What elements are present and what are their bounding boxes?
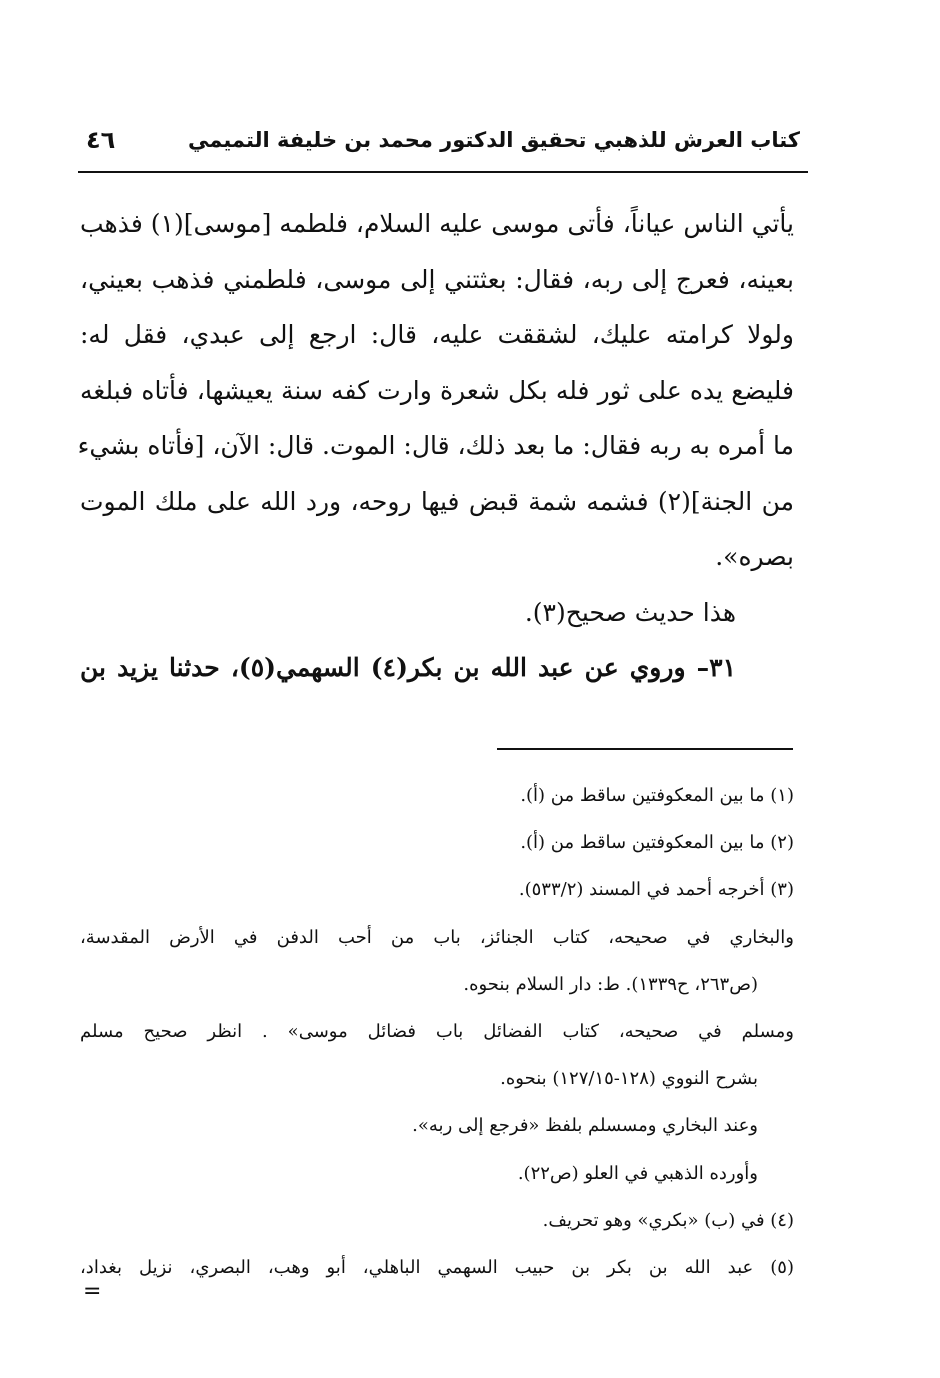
body-line: يأتي الناس عياناً، فأتى موسى عليه السلام، فلطمه [موسى](١) فذهب (80, 209, 794, 238)
footnote-5: (٥) عبد الله بن بكر بن حبيب السهمي الباهلي، أبو وهب، البصري، نزيل بغداد، (80, 1257, 794, 1279)
footnote-3: (٣) أخرجه أحمد في المسند (٥٣٣/٢). (518, 879, 794, 901)
footnote-3-bukhari: والبخاري في صحيحه، كتاب الجنائز، باب من أحب الدفن في الأرض المقدسة، (80, 926, 794, 948)
footnote-3-dhahabi: وأورده الذهبي في العلو (ص٢٢). (517, 1162, 758, 1184)
book-title: كتاب العرش للذهبي تحقيق الدكتور محمد بن خليفة التميمي (188, 128, 800, 152)
body-line: بصره». (715, 542, 794, 571)
footnote-1: (١) ما بين المعكوفتين ساقط من (أ). (520, 785, 794, 806)
body-line: ما أمره به ربه فقال: ما بعد ذلك، قال: الموت. قال: الآن، [فأتاه بشيء (77, 431, 794, 460)
body-line: ولولا كرامته عليك، لشققت عليه، قال: ارجع إلى عبدي، فقل له: (80, 320, 794, 349)
body-line: من الجنة](٢) فشمه شمة قبض فيها روحه، ورد الله على ملك الموت (80, 486, 794, 516)
footnote-3-bukhari-ref: (ص٢٦٣، ح١٣٣٩). ط: دار السلام بنحوه. (463, 973, 758, 995)
footnote-4: (٤) في (ب) «بكري» وهو تحريف. (542, 1209, 794, 1231)
body-line: فليضع يده على ثور فله بكل شعرة وارت كفه سنة يعيشها، فأتاه فبلغه (80, 375, 794, 405)
continuation-mark: = (83, 1279, 102, 1304)
footnotes (80, 772, 794, 1291)
hadith-grading: هذا حديث صحيح(٣). (524, 597, 736, 627)
footnote-3-muslim: ومسلم في صحيحه، كتاب الفضائل باب فضائل موسى» . انظر صحيح مسلم (80, 1021, 794, 1043)
main-text (77, 196, 794, 696)
footnote-3-wording: وعند البخاري ومسسلم بلفظ «فرجع إلى ربه». (412, 1115, 758, 1137)
hadith-31-start: ٣١– وروي عن عبد الله بن بكر(٤) السهمي(٥)، حدثنا يزيد بن (80, 653, 736, 682)
footnote-3-nawawi: بشرح النووي (١٢٨-١٢٧/١٥) بنحوه. (500, 1068, 758, 1090)
page-number: ٤٦ (86, 126, 116, 154)
header-rule (78, 171, 808, 173)
running-header (78, 126, 808, 166)
body-line: بعينه، فعرج إلى ربه، فقال: بعثتني إلى موسى، فلطمني فذهب بعيني، (80, 264, 794, 294)
footnote-2: (٢) ما بين المعكوفتين ساقط من (أ). (520, 832, 794, 854)
footnote-separator (497, 748, 793, 750)
